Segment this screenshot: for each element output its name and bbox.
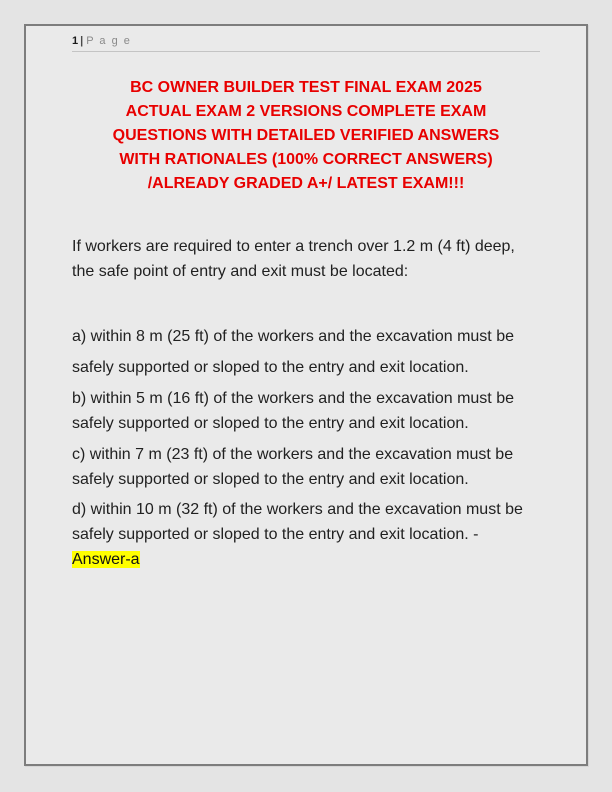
page-header xyxy=(72,34,540,52)
option-a-continuation: safely supported or sloped to the entry and exit location. xyxy=(72,359,469,376)
answer-highlight: Answer-a xyxy=(72,551,140,568)
option-d-text xyxy=(72,497,540,572)
question-text: If workers are required to enter a trench over 1.2 m (4 ft) deep, the safe point of entry and exit must be located: xyxy=(72,238,515,280)
option-b-text: b) within 5 m (16 ft) of the workers and the excavation must be safely supported or sloped to the entry and exit location. xyxy=(72,390,514,432)
option-d-prefix: d) within 10 m (32 ft) of the workers and the excavation must be safely supported or sloped to the entry and exit location. - xyxy=(72,501,523,543)
exam-title-line-1: BC OWNER BUILDER TEST FINAL EXAM 2025 xyxy=(130,79,482,96)
option-c-text: c) within 7 m (23 ft) of the workers and the excavation must be safely supported or sloped to the entry and exit location. xyxy=(72,446,514,488)
header-separator: | xyxy=(80,35,84,47)
option-a-text: a) within 8 m (25 ft) of the workers and the excavation must be xyxy=(72,328,514,345)
document-page xyxy=(24,24,588,766)
exam-title-line-4: WITH RATIONALES (100% CORRECT ANSWERS) xyxy=(119,151,493,168)
header-page-label: P a g e xyxy=(86,35,132,47)
exam-title-line-5: /ALREADY GRADED A+/ LATEST EXAM!!! xyxy=(147,175,465,192)
exam-title-line-3: QUESTIONS WITH DETAILED VERIFIED ANSWERS xyxy=(112,127,500,144)
page-number: 1 xyxy=(72,35,79,47)
exam-title-line-2: ACTUAL EXAM 2 VERSIONS COMPLETE EXAM xyxy=(125,103,487,120)
exam-title xyxy=(72,76,540,196)
